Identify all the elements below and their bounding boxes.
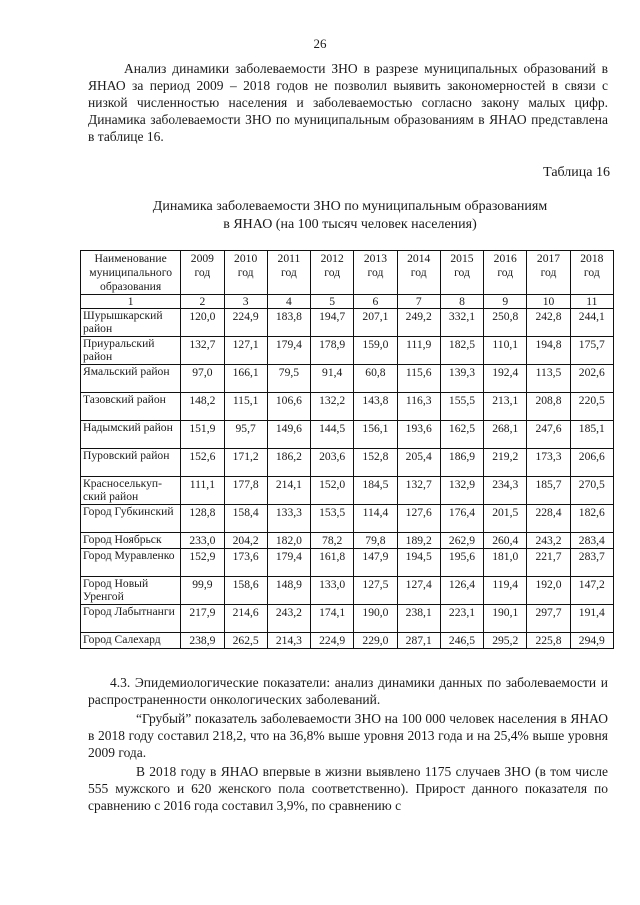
value-cell: 194,5: [397, 549, 440, 577]
header-year: 2013 год: [354, 251, 397, 295]
value-cell: 158,4: [224, 505, 267, 533]
table-row: [81, 577, 614, 605]
value-cell: 182,6: [570, 505, 613, 533]
value-cell: 120,0: [181, 309, 224, 337]
value-cell: 78,2: [311, 533, 354, 549]
column-number: 10: [527, 295, 570, 309]
value-cell: 189,2: [397, 533, 440, 549]
value-cell: 223,1: [440, 605, 483, 633]
table-label: Таблица 16: [543, 165, 610, 180]
value-cell: 201,5: [484, 505, 527, 533]
value-cell: 185,7: [527, 477, 570, 505]
value-cell: 186,9: [440, 449, 483, 477]
value-cell: 184,5: [354, 477, 397, 505]
value-cell: 208,8: [527, 393, 570, 421]
value-cell: 186,2: [267, 449, 310, 477]
table-row: [81, 449, 614, 477]
value-cell: 287,1: [397, 633, 440, 649]
value-cell: 111,1: [181, 477, 224, 505]
value-cell: 113,5: [527, 365, 570, 393]
column-number: 3: [224, 295, 267, 309]
value-cell: 332,1: [440, 309, 483, 337]
incidence-table: [80, 250, 614, 649]
value-cell: 297,7: [527, 605, 570, 633]
table-row: [81, 365, 614, 393]
value-cell: 247,6: [527, 421, 570, 449]
value-cell: 60,8: [354, 365, 397, 393]
value-cell: 179,4: [267, 337, 310, 365]
table-row: [81, 605, 614, 633]
table-row: [81, 549, 614, 577]
value-cell: 182,5: [440, 337, 483, 365]
value-cell: 152,8: [354, 449, 397, 477]
row-name-cell: Город Муравленко: [81, 549, 181, 577]
value-cell: 128,8: [181, 505, 224, 533]
row-name-cell: Город Лабытнанги: [81, 605, 181, 633]
value-cell: 152,6: [181, 449, 224, 477]
value-cell: 159,0: [354, 337, 397, 365]
table-caption: [100, 198, 600, 234]
value-cell: 193,6: [397, 421, 440, 449]
value-cell: 132,7: [181, 337, 224, 365]
value-cell: 115,1: [224, 393, 267, 421]
header-year: 2016 год: [484, 251, 527, 295]
value-cell: 190,0: [354, 605, 397, 633]
row-name-cell: Красноселькуп-ский район: [81, 477, 181, 505]
value-cell: 173,3: [527, 449, 570, 477]
value-cell: 155,5: [440, 393, 483, 421]
value-cell: 144,5: [311, 421, 354, 449]
value-cell: 132,7: [397, 477, 440, 505]
row-name-cell: Город Новый Уренгой: [81, 577, 181, 605]
crude-rate-paragraph: “Грубый” показатель заболеваемости ЗНО на 100 000 человек населения в ЯНАО в 2018 году составил 218,2, что на 36,8% выше уровня 2013 года и на 25,4% выше уровня 2009 года.: [88, 711, 608, 760]
value-cell: 91,4: [311, 365, 354, 393]
value-cell: 238,1: [397, 605, 440, 633]
column-number: 9: [484, 295, 527, 309]
value-cell: 139,3: [440, 365, 483, 393]
column-number: 5: [311, 295, 354, 309]
header-name: Наименование муниципального образования: [81, 251, 181, 295]
table-row: [81, 337, 614, 365]
value-cell: 234,3: [484, 477, 527, 505]
value-cell: 97,0: [181, 365, 224, 393]
value-cell: 177,8: [224, 477, 267, 505]
header-year: 2014 год: [397, 251, 440, 295]
column-number: 2: [181, 295, 224, 309]
value-cell: 192,0: [527, 577, 570, 605]
value-cell: 110,1: [484, 337, 527, 365]
value-cell: 217,9: [181, 605, 224, 633]
value-cell: 133,3: [267, 505, 310, 533]
value-cell: 207,1: [354, 309, 397, 337]
value-cell: 270,5: [570, 477, 613, 505]
table-row: [81, 633, 614, 649]
value-cell: 262,5: [224, 633, 267, 649]
header-year: 2009 год: [181, 251, 224, 295]
value-cell: 268,1: [484, 421, 527, 449]
row-name-cell: Приуральский район: [81, 337, 181, 365]
column-number: 7: [397, 295, 440, 309]
value-cell: 225,8: [527, 633, 570, 649]
value-cell: 106,6: [267, 393, 310, 421]
table-row: [81, 393, 614, 421]
row-name-cell: Город Салехард: [81, 633, 181, 649]
value-cell: 127,6: [397, 505, 440, 533]
value-cell: 95,7: [224, 421, 267, 449]
intro-paragraph: Анализ динамики заболеваемости ЗНО в разрезе муниципальных образований в ЯНАО за период 2009 – 2018 годов не позволил выявить закономерностей в связи с низкой численностью населения и заболеваемостью согласно закону малых цифр. Динамика заболеваемости ЗНО по муниципальным образованиям в ЯНАО представлена в таблице 16.: [88, 61, 608, 144]
value-cell: 243,2: [527, 533, 570, 549]
table-row: [81, 421, 614, 449]
value-cell: 166,1: [224, 365, 267, 393]
value-cell: 221,7: [527, 549, 570, 577]
value-cell: 116,3: [397, 393, 440, 421]
value-cell: 185,1: [570, 421, 613, 449]
table-header-row: [81, 251, 614, 295]
header-year: 2017 год: [527, 251, 570, 295]
column-number: 6: [354, 295, 397, 309]
value-cell: 243,2: [267, 605, 310, 633]
value-cell: 244,1: [570, 309, 613, 337]
value-cell: 174,1: [311, 605, 354, 633]
value-cell: 181,0: [484, 549, 527, 577]
value-cell: 127,4: [397, 577, 440, 605]
value-cell: 176,4: [440, 505, 483, 533]
value-cell: 250,8: [484, 309, 527, 337]
value-cell: 114,4: [354, 505, 397, 533]
value-cell: 147,2: [570, 577, 613, 605]
value-cell: 238,9: [181, 633, 224, 649]
value-cell: 158,6: [224, 577, 267, 605]
value-cell: 214,6: [224, 605, 267, 633]
value-cell: 152,0: [311, 477, 354, 505]
value-cell: 179,4: [267, 549, 310, 577]
value-cell: 294,9: [570, 633, 613, 649]
table-caption-line1: Динамика заболеваемости ЗНО по муниципальным образованиям: [152, 199, 548, 214]
value-cell: 192,4: [484, 365, 527, 393]
value-cell: 224,9: [311, 633, 354, 649]
value-cell: 175,7: [570, 337, 613, 365]
value-cell: 153,5: [311, 505, 354, 533]
value-cell: 219,2: [484, 449, 527, 477]
value-cell: 191,4: [570, 605, 613, 633]
value-cell: 127,5: [354, 577, 397, 605]
value-cell: 147,9: [354, 549, 397, 577]
value-cell: 190,1: [484, 605, 527, 633]
value-cell: 204,2: [224, 533, 267, 549]
value-cell: 283,4: [570, 533, 613, 549]
value-cell: 233,0: [181, 533, 224, 549]
value-cell: 194,8: [527, 337, 570, 365]
value-cell: 143,8: [354, 393, 397, 421]
value-cell: 161,8: [311, 549, 354, 577]
value-cell: 228,4: [527, 505, 570, 533]
value-cell: 178,9: [311, 337, 354, 365]
value-cell: 132,9: [440, 477, 483, 505]
column-number-row: [81, 295, 614, 309]
value-cell: 162,5: [440, 421, 483, 449]
header-year: 2012 год: [311, 251, 354, 295]
value-cell: 213,1: [484, 393, 527, 421]
table-row: [81, 533, 614, 549]
value-cell: 262,9: [440, 533, 483, 549]
page-number: 26: [313, 36, 327, 51]
value-cell: 229,0: [354, 633, 397, 649]
value-cell: 260,4: [484, 533, 527, 549]
column-number: 8: [440, 295, 483, 309]
row-name-cell: Шурышкарский район: [81, 309, 181, 337]
column-number: 4: [267, 295, 310, 309]
value-cell: 171,2: [224, 449, 267, 477]
value-cell: 173,6: [224, 549, 267, 577]
value-cell: 133,0: [311, 577, 354, 605]
value-cell: 126,4: [440, 577, 483, 605]
column-number: 1: [81, 295, 181, 309]
value-cell: 119,4: [484, 577, 527, 605]
table-row: [81, 477, 614, 505]
value-cell: 203,6: [311, 449, 354, 477]
value-cell: 111,9: [397, 337, 440, 365]
value-cell: 183,8: [267, 309, 310, 337]
header-year: 2011 год: [267, 251, 310, 295]
value-cell: 148,9: [267, 577, 310, 605]
cases-2018-paragraph: В 2018 году в ЯНАО впервые в жизни выявлено 1175 случаев ЗНО (в том числе 555 мужского и 620 женского пола соответственно). Прирост данного показателя по сравнению с 2016 года составил 3,9%, по сравнению с: [88, 764, 608, 813]
value-cell: 79,5: [267, 365, 310, 393]
value-cell: 195,6: [440, 549, 483, 577]
section-heading: 4.3. Эпидемиологические показатели: анализ динамики данных по заболеваемости и распространенности онкологических заболеваний.: [88, 675, 608, 707]
value-cell: 202,6: [570, 365, 613, 393]
row-name-cell: Надымский район: [81, 421, 181, 449]
row-name-cell: Пуровский район: [81, 449, 181, 477]
value-cell: 149,6: [267, 421, 310, 449]
value-cell: 151,9: [181, 421, 224, 449]
value-cell: 156,1: [354, 421, 397, 449]
value-cell: 127,1: [224, 337, 267, 365]
value-cell: 246,5: [440, 633, 483, 649]
row-name-cell: Ямальский район: [81, 365, 181, 393]
row-name-cell: Город Ноябрьск: [81, 533, 181, 549]
value-cell: 79,8: [354, 533, 397, 549]
value-cell: 242,8: [527, 309, 570, 337]
table-row: [81, 309, 614, 337]
value-cell: 214,3: [267, 633, 310, 649]
value-cell: 220,5: [570, 393, 613, 421]
header-year: 2015 год: [440, 251, 483, 295]
table-row: [81, 505, 614, 533]
value-cell: 249,2: [397, 309, 440, 337]
value-cell: 224,9: [224, 309, 267, 337]
value-cell: 283,7: [570, 549, 613, 577]
value-cell: 295,2: [484, 633, 527, 649]
value-cell: 152,9: [181, 549, 224, 577]
value-cell: 206,6: [570, 449, 613, 477]
row-name-cell: Город Губкинский: [81, 505, 181, 533]
row-name-cell: Тазовский район: [81, 393, 181, 421]
header-year: 2018 год: [570, 251, 613, 295]
header-year: 2010 год: [224, 251, 267, 295]
value-cell: 115,6: [397, 365, 440, 393]
value-cell: 214,1: [267, 477, 310, 505]
column-number: 11: [570, 295, 613, 309]
value-cell: 132,2: [311, 393, 354, 421]
value-cell: 148,2: [181, 393, 224, 421]
value-cell: 99,9: [181, 577, 224, 605]
value-cell: 194,7: [311, 309, 354, 337]
value-cell: 182,0: [267, 533, 310, 549]
table-caption-line2: в ЯНАО (на 100 тысяч человек населения): [223, 217, 477, 232]
value-cell: 205,4: [397, 449, 440, 477]
